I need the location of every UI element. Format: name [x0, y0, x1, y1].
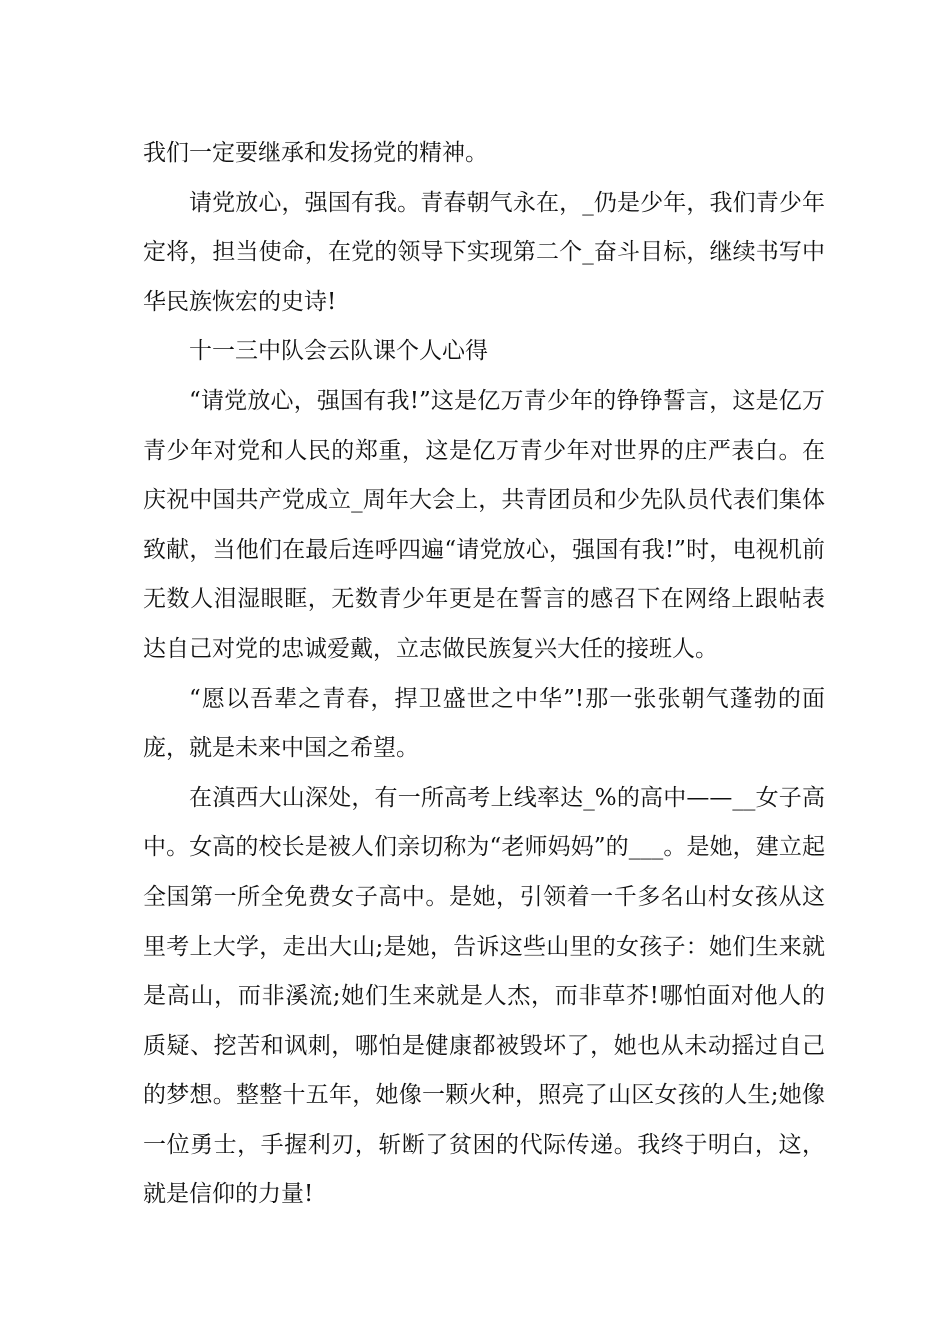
document-body	[143, 129, 825, 1220]
section-heading: 十一三中队会云队课个人心得	[189, 338, 488, 365]
paragraph: “请党放心，强国有我!”这是亿万青少年的铮铮誓言，这是亿万青少年对党和人民的郑重，这是亿万青少年对世界的庄严表白。在庆祝中国共产党成立_周年大会上，共青团员和少先队员代表们集体致献，当他们在最后连呼四遍“请党放心，强国有我!”时，电视机前无数人泪湿眼眶，无数青少年更是在誓言的感召下在网络上跟帖表达自己对党的忠诚爱戴，立志做民族复兴大任的接班人。	[143, 387, 825, 662]
paragraph: 请党放心，强国有我。青春朝气永在，_仍是少年，我们青少年定将，担当使命，在党的领导下实现第二个_奋斗目标，继续书写中华民族恢宏的史诗!	[143, 189, 825, 315]
paragraph: 我们一定要继承和发扬党的精神。	[143, 140, 488, 166]
paragraph: “愿以吾辈之青春，捍卫盛世之中华”!那一张张朝气蓬勃的面庞，就是未来中国之希望。	[143, 685, 825, 762]
paragraph: 在滇西大山深处，有一所高考上线率达_%的高中——__女子高中。女高的校长是被人们亲切称为“老师妈妈”的___。是她，建立起全国第一所全免费女子高中。是她，引领着一千多名山村女孩从这里考上大学，走出大山;是她，告诉这些山里的女孩子：她们生来就是高山，而非溪流;她们生来就是人杰，而非草芥!哪怕面对他人的质疑、挖苦和讽刺，哪怕是健康都被毁坏了，她也从未动摇过自己的梦想。整整十五年，她像一颗火种，照亮了山区女孩的人生;她像一位勇士，手握利刃，斩断了贫困的代际传递。我终于明白，这，就是信仰的力量!	[143, 784, 825, 1208]
